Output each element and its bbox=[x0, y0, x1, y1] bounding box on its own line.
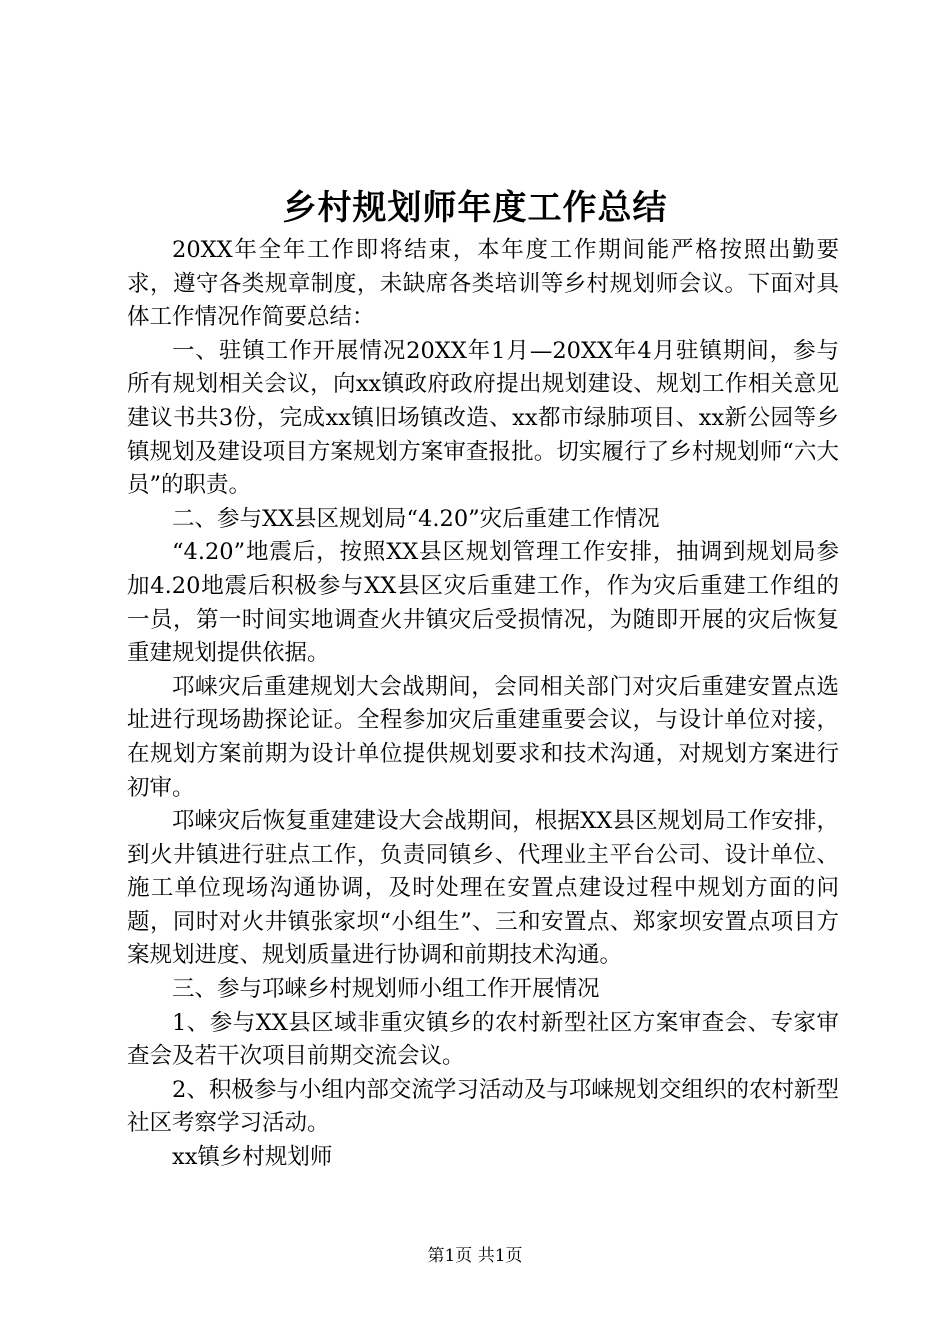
paragraph-reconstruction-planning: 邛崃灾后重建规划大会战期间，会同相关部门对灾后重建安置点选址进行现场勘探论证。全程参加灾后重建重要会议，与设计单位对接，在规划方案前期为设计单位提供规划要求和技术沟通，对规划方案进行初审。 bbox=[127, 673, 839, 801]
paragraph-section-1: 一、驻镇工作开展情况20XX年1月—20XX年4月驻镇期间，参与所有规划相关会议，向xx镇政府政府提出规划建设、规划工作相关意见建议书共3份，完成xx镇旧场镇改造、xx都市绿肺项目、xx新公园等乡镇规划及建设项目方案规划方案审查报批。切实履行了乡村规划师“六大员”的职责。 bbox=[127, 337, 839, 499]
paragraph-reconstruction-construction: 邛崃灾后恢复重建建设大会战期间，根据XX县区规划局工作安排，到火井镇进行驻点工作，负责同镇乡、代理业主平台公司、设计单位、施工单位现场沟通协调，及时处理在安置点建设过程中规划方面的问题，同时对火井镇张家坝“小组生”、三和安置点、郑家坝安置点项目方案规划进度、规划质量进行协调和前期技术沟通。 bbox=[127, 808, 839, 969]
document-body bbox=[127, 234, 839, 1175]
paragraph-item-2: 2、积极参与小组内部交流学习活动及与邛崃规划交组织的农村新型社区考察学习活动。 bbox=[127, 1076, 839, 1137]
paragraph-item-1: 1、参与XX县区域非重灾镇乡的农村新型社区方案审查会、专家审查会及若干次项目前期交流会议。 bbox=[127, 1009, 839, 1070]
signature: xx镇乡村规划师 bbox=[172, 1144, 333, 1171]
paragraph-section-3-heading: 三、参与邛崃乡村规划师小组工作开展情况 bbox=[172, 976, 600, 1003]
paragraph-earthquake: “4.20”地震后，按照XX县区规划管理工作安排，抽调到规划局参加4.20地震后积极参与XX县区灾后重建工作，作为灾后重建工作组的一员，第一时间实地调查火井镇灾后受损情况，为随即开展的灾后恢复重建规划提供依据。 bbox=[127, 539, 839, 667]
document-title: 乡村规划师年度工作总结 bbox=[282, 188, 668, 228]
paragraph-intro: 20XX年全年工作即将结束，本年度工作期间能严格按照出勤要求，遵守各类规章制度，未缺席各类培训等乡村规划师会议。下面对具体工作情况作简要总结： bbox=[127, 237, 839, 331]
paragraph-section-2-heading: 二、参与XX县区规划局“4.20”灾后重建工作情况 bbox=[172, 505, 660, 532]
page-number-footer: 第1页 共1页 bbox=[427, 1246, 523, 1266]
